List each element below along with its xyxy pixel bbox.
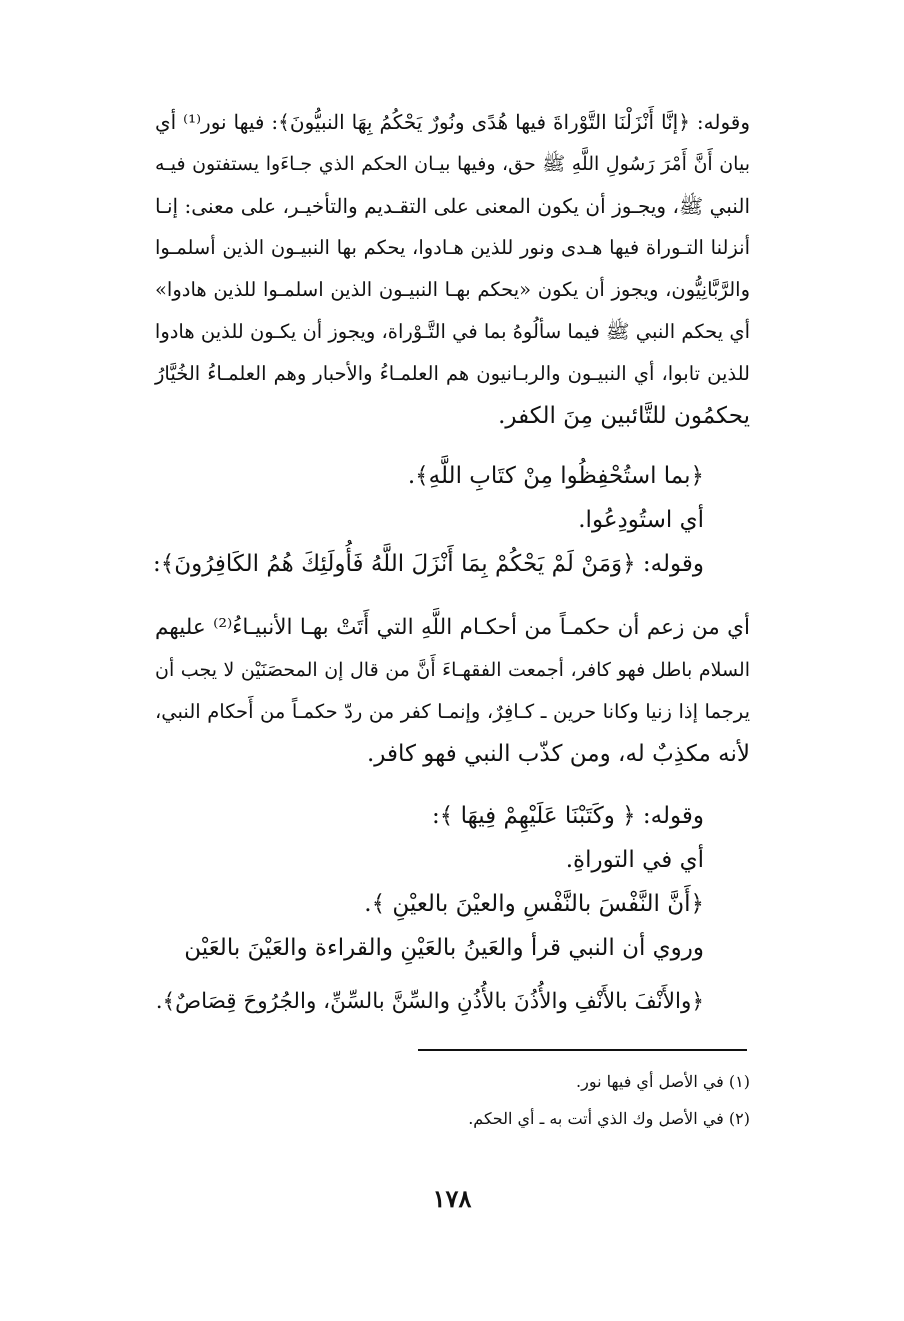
verse-gloss: أي استُودِعُوا.	[578, 507, 704, 533]
footnote: (٢) في الأصل وك الذي أتت به ـ أي الحكم.	[468, 1109, 750, 1128]
page-number: ١٧٨	[432, 1184, 472, 1213]
quran-verse: ﴿أَنَّ النَّفْسَ بالنَّفْسِ والعيْنَ بالعيْنِ ﴾.	[364, 891, 704, 917]
body-line: يحكمُون للتَّائبين مِنَ الكفر.	[498, 403, 750, 429]
quran-verse: ﴿والأَنْفَ بالأَنْفِ والأُذُنَ بالأُذُنِ والسِّنَّ بالسِّنِّ، والجُرُوحَ قِصَاصٌ﴾.	[155, 989, 704, 1014]
body-line: أي من زعم أن حكمـاً من أحكـام اللَّهِ التي أَتَتْ بهـا الأنبيـاءُ⁽²⁾ عليهم	[155, 615, 750, 640]
body-line: لأنه مكذِبٌ له، ومن كذّب النبي فهو كافر.	[366, 741, 750, 767]
quran-verse: ﴿بما استُحْفِظُوا مِنْ كتَابِ اللَّهِ﴾.	[407, 463, 704, 489]
body-line: وقوله: ﴿إنَّا أَنْزَلْنَا التَّوْراةَ فيها هُدًى ونُورٌ يَحْكُمُ بِهَا النبيُّونَ﴾: فيها نور⁽¹⁾ أي	[155, 110, 750, 134]
footnote-separator	[418, 1049, 747, 1051]
body-line: يرجما إذا زنيا وكانا حرين ـ كـافِرٌ، وإنمـا كفر من ردّ حكمـاً من أَحكام النبي،	[155, 700, 750, 723]
body-line: للذين تابوا، أي النبيـون والربـانيون هم العلمـاءُ والأحبار وهم العلمـاءُ الخُيَّارُ	[155, 362, 750, 385]
quran-verse: وقوله: ﴿ وكَتَبْنَا عَلَيْهِمْ فِيهَا ﴾:	[432, 803, 704, 829]
quran-verse: وقوله: ﴿وَمَنْ لَمْ يَحْكُمْ بِمَا أَنْزَلَ اللَّهُ فَأُولَئِكَ هُمُ الكَافِرُونَ﴾:	[153, 551, 704, 577]
body-line: النبي ﷺ، ويجـوز أن يكون المعنى على التقـديم والتأخيـر، على معنى: إنـا	[155, 194, 750, 218]
body-line: أي يحكم النبي ﷺ فيما سألُوهُ بما في التَّـوْراة، ويجوز أن يكـون للذين هادوا	[154, 320, 750, 343]
body-line: السلام باطل فهو كافر، أجمعت الفقهـاءَ أَنَّ من قال إن المحصَنَيْن لا يجب أن	[155, 659, 750, 681]
footnote: (١) في الأصل أي فيها نور.	[576, 1072, 750, 1091]
verse-gloss: أي في التوراةِ.	[565, 847, 704, 873]
body-line: والرَّبَّانِيُّون، ويجوز أن يكون «يحكم بهـا النبيـون الذين اسلمـوا للذين هادوا»	[155, 278, 750, 301]
body-line: أنزلنا التـوراة فيها هـدى ونور للذين هـادوا، يحكم بها النبيـون الذين أسلمـوا	[155, 236, 750, 259]
reading-note: وروي أن النبي قرأ والعَينُ بالعَيْنِ والقراءة والعَيْنَ بالعَيْن	[184, 935, 704, 961]
body-line: بيان أَنَّ أَمْرَ رَسُولِ اللَّهِ ﷺ حق، وفيها بيـان الحكم الذي جـاءَوا يستفتون فيـه	[155, 153, 750, 175]
